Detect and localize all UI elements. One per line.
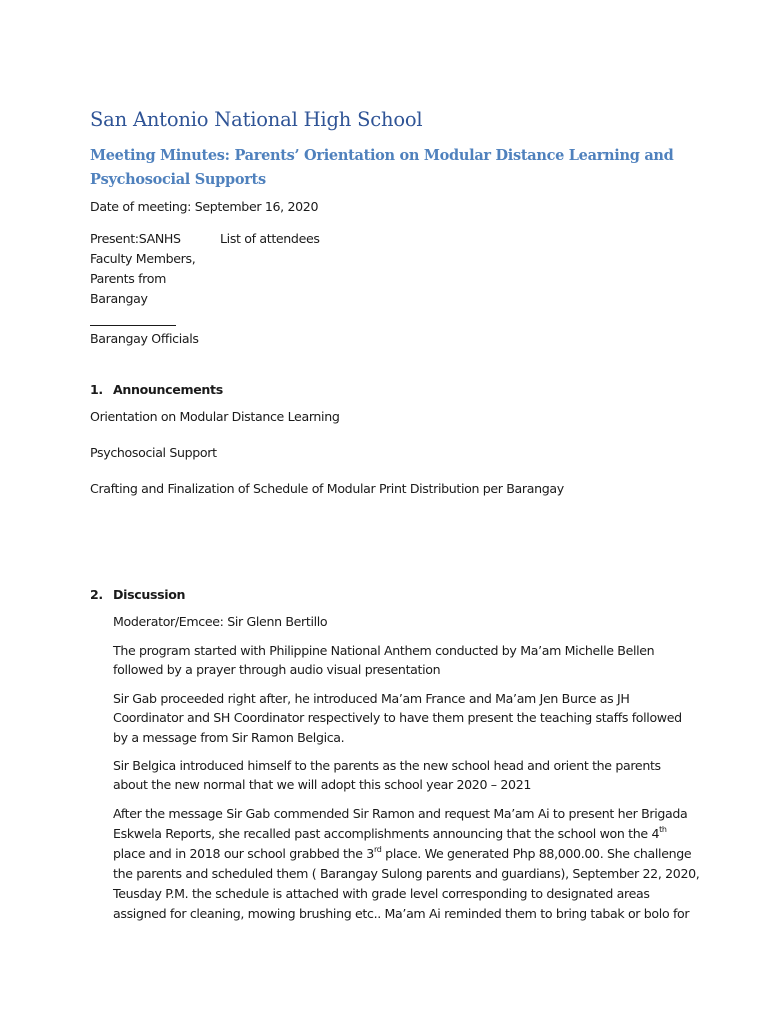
paragraph-4-line-6: assigned for cleaning, mowing brushing etc.. Ma’am Ai reminded them to bring tabak or bolo for: [113, 906, 690, 921]
section-1-title: Announcements: [113, 382, 223, 397]
ordinal-suffix-th: th: [659, 825, 667, 834]
paragraph-4-line-1: After the message Sir Gab commended Sir Ramon and request Ma’am Ai to present her Brigada: [113, 806, 688, 821]
paragraph-4-line-4: the parents and scheduled them ( Barangay Sulong parents and guardians), September 22, 2020,: [113, 866, 700, 881]
paragraph-4-line-5: Teusday P.M. the schedule is attached with grade level corresponding to designated areas: [113, 886, 650, 901]
announcement-item-3: Crafting and Finalization of Schedule of Modular Print Distribution per Barangay: [90, 481, 564, 496]
paragraph-4-line-3-text-a: place and in 2018 our school grabbed the 3: [113, 846, 374, 861]
paragraph-2-line-3: by a message from Sir Ramon Belgica.: [113, 730, 345, 745]
paragraph-4-line-2-text: Eskwela Reports, she recalled past accomplishments announcing that the school won the 4: [113, 826, 660, 841]
blank-underline: [90, 325, 176, 326]
meeting-title-line-2: Psychosocial Supports: [90, 171, 266, 188]
meeting-title-line-1: Meeting Minutes: Parents’ Orientation on Modular Distance Learning and: [90, 147, 674, 164]
present-line-5: Barangay Officials: [90, 331, 199, 346]
paragraph-1-line-1: The program started with Philippine National Anthem conducted by Ma’am Michelle Bellen: [113, 643, 655, 658]
paragraph-1-line-2: followed by a prayer through audio visual presentation: [113, 662, 441, 677]
announcement-item-1: Orientation on Modular Distance Learning: [90, 409, 340, 424]
paragraph-3-line-2: about the new normal that we will adopt this school year 2020 – 2021: [113, 777, 532, 792]
announcement-item-2: Psychosocial Support: [90, 445, 217, 460]
paragraph-2-line-1: Sir Gab proceeded right after, he introduced Ma’am France and Ma’am Jen Burce as JH: [113, 691, 630, 706]
paragraph-4-line-3-text-b: place. We generated Php 88,000.00. She challenge: [381, 846, 692, 861]
section-2-title: Discussion: [113, 587, 186, 602]
moderator-line: Moderator/Emcee: Sir Glenn Bertillo: [113, 614, 328, 629]
present-line-4: Barangay: [90, 291, 148, 306]
school-name: San Antonio National High School: [90, 108, 423, 131]
ordinal-suffix-rd: rd: [373, 845, 382, 854]
paragraph-3-line-1: Sir Belgica introduced himself to the parents as the new school head and orient the parents: [113, 758, 661, 773]
paragraph-4-line-2: [113, 824, 667, 844]
section-2-number: 2.: [90, 587, 103, 602]
present-line-2: Faculty Members,: [90, 251, 196, 266]
section-1-number: 1.: [90, 382, 103, 397]
present-line-3: Parents from: [90, 271, 166, 286]
paragraph-2-line-2: Coordinator and SH Coordinator respectively to have them present the teaching staffs followed: [113, 710, 682, 725]
paragraph-4-line-3: [113, 844, 691, 864]
meeting-date: Date of meeting: September 16, 2020: [90, 199, 319, 214]
present-label: Present:SANHS: [90, 231, 181, 246]
attendees-label: List of attendees: [220, 231, 320, 246]
